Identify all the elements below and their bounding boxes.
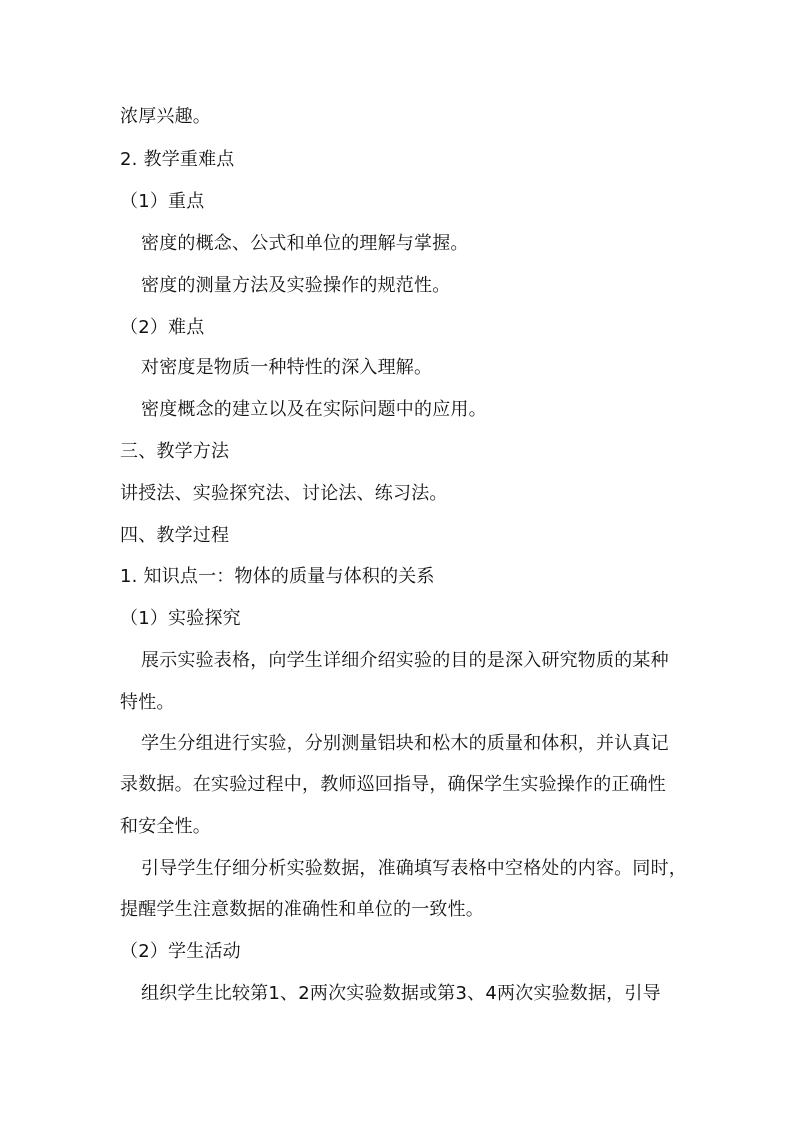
text-line: 录数据。在实验过程中，教师巡回指导，确保学生实验操作的正确性	[120, 774, 666, 795]
text-line: 展示实验表格，向学生详细介绍实验的目的是深入研究物质的某种	[141, 650, 669, 671]
text-line: 和安全性。	[120, 816, 211, 837]
text-line: 密度的测量方法及实验操作的规范性。	[141, 275, 451, 296]
subsection-heading: （1）实验探究	[120, 608, 241, 629]
text-line: 密度的概念、公式和单位的理解与掌握。	[141, 233, 469, 254]
section-heading: 四、教学过程	[120, 525, 230, 546]
text-line: 学生分组进行实验，分别测量铝块和松木的质量和体积，并认真记	[141, 733, 669, 754]
section-heading: 三、教学方法	[120, 441, 230, 462]
text-line: 特性。	[120, 692, 175, 713]
section-heading: 2. 教学重难点	[120, 149, 235, 170]
text-line: 引导学生仔细分析实验数据，准确填写表格中空格处的内容。同时，	[141, 858, 687, 879]
subsection-heading: （2）学生活动	[120, 941, 241, 962]
text-line: 对密度是物质一种特性的深入理解。	[141, 357, 433, 378]
text-line: 提醒学生注意数据的准确性和单位的一致性。	[120, 899, 484, 920]
text-line: 密度概念的建立以及在实际问题中的应用。	[141, 399, 487, 420]
text-line: 浓厚兴趣。	[120, 106, 211, 127]
subsection-heading: （2）难点	[120, 317, 205, 338]
subsection-heading: （1）重点	[120, 191, 205, 212]
section-heading: 1. 知识点一：物体的质量与体积的关系	[120, 566, 435, 587]
text-line: 组织学生比较第1、2两次实验数据或第3、4两次实验数据，引导	[141, 983, 661, 1004]
text-line: 讲授法、实验探究法、讨论法、练习法。	[120, 483, 448, 504]
